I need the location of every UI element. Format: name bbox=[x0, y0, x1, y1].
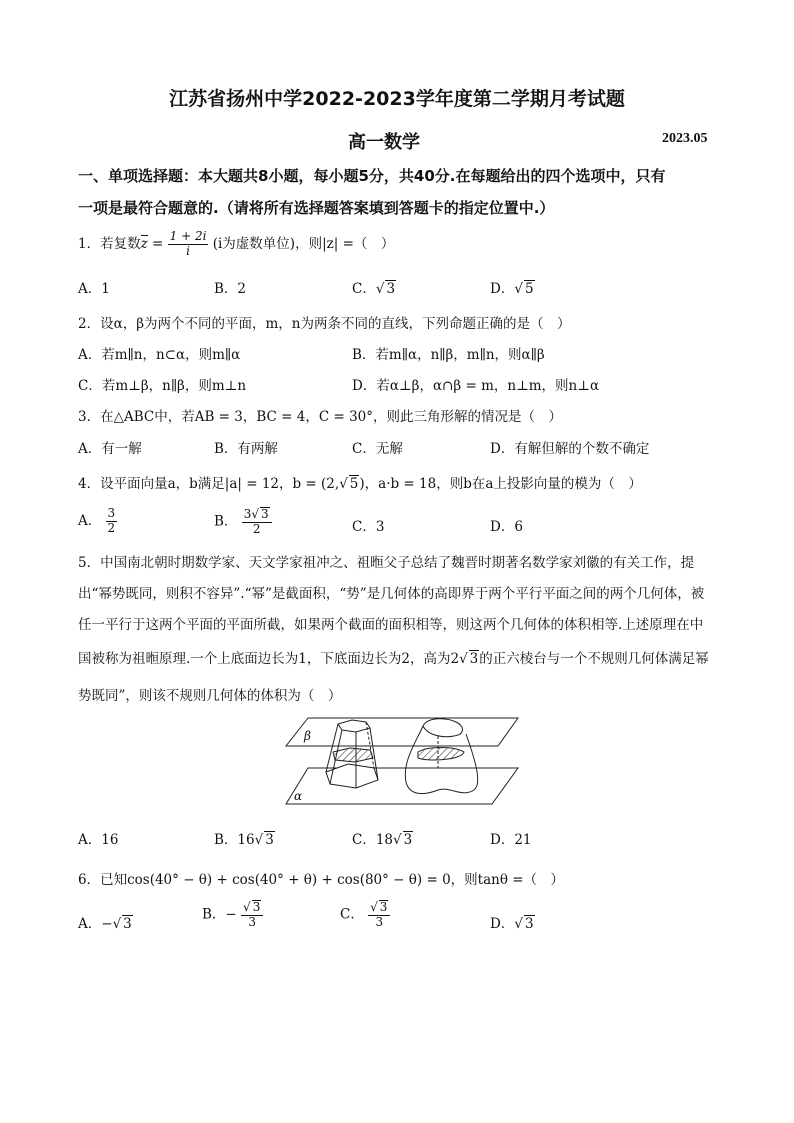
q1-eq: = bbox=[147, 235, 168, 252]
q1-option-d-label: D． bbox=[490, 281, 515, 297]
q4-option-c: C．3 bbox=[352, 519, 385, 535]
q4-option-b-coef: 3 bbox=[243, 507, 252, 521]
q1-fraction-numerator: 1 + 2i bbox=[169, 229, 207, 243]
q6-option-c-fraction bbox=[368, 900, 390, 930]
q1-option-d: D．√ 5 bbox=[490, 281, 534, 297]
q4-option-b bbox=[214, 507, 272, 537]
q6-option-c-numerator: √ 3 bbox=[368, 900, 390, 916]
q1-option-d-radicand: 5 bbox=[524, 281, 534, 297]
q6-option-c-pre: C． bbox=[340, 906, 364, 923]
q6-option-d-pre: D． bbox=[490, 916, 515, 932]
question-2: 2．设α，β为两个不同的平面，m，n为两条不同的直线，下列命题正确的是（ ） bbox=[78, 316, 571, 332]
q4-option-a-numerator: 3 bbox=[107, 506, 116, 520]
q1-option-a: A．1 bbox=[78, 281, 110, 297]
section-heading-line-2: 一项是最符合题意的.（请将所有选择题答案填到答题卡的指定位置中.） bbox=[78, 199, 555, 217]
q3-option-c: C．无解 bbox=[352, 441, 403, 457]
q4-radicand: 5 bbox=[349, 476, 359, 492]
q6-option-b bbox=[202, 900, 263, 930]
q1-option-b: B．2 bbox=[214, 281, 247, 297]
q6-option-c bbox=[340, 900, 390, 930]
q5-option-b: B．16√ 3 bbox=[214, 832, 274, 848]
q1-option-c: C．√ 3 bbox=[352, 281, 396, 297]
q4-option-b-radicand: 3 bbox=[261, 507, 269, 521]
q3-option-b: B．有两解 bbox=[214, 441, 278, 457]
q4-option-a-label: A． bbox=[78, 512, 102, 529]
q5-option-b-radicand: 3 bbox=[265, 832, 274, 848]
q2-option-d: D．若α⊥β，α∩β = m，n⊥m，则n⊥α bbox=[352, 378, 600, 394]
q6-option-c-radicand: 3 bbox=[379, 900, 388, 914]
question-1 bbox=[78, 230, 394, 259]
q4-option-a-fraction bbox=[106, 507, 118, 536]
question-5-line-2: 出“幂势既同，则积不容异”.“幂”是截面积，“势”是几何体的高即界于两个平行平面之间的两个几何体，被 bbox=[78, 586, 705, 602]
q4-option-b-numerator: 3√ 3 bbox=[242, 507, 272, 523]
exam-date: 2023.05 bbox=[662, 131, 708, 146]
q6-option-a-radicand: 3 bbox=[123, 916, 132, 932]
q1-fraction bbox=[168, 230, 209, 259]
hexagonal-frustum bbox=[326, 720, 378, 788]
q6-option-d: D．√ 3 bbox=[490, 916, 534, 932]
q3-option-d: D．有解但解的个数不确定 bbox=[490, 441, 650, 457]
q5-option-a: A．16 bbox=[78, 832, 119, 848]
q5-figure bbox=[278, 712, 528, 808]
page-title: 江苏省扬州中学2022-2023学年度第二学期月考试题 bbox=[169, 88, 625, 110]
q1-fraction-denominator: i bbox=[186, 243, 190, 258]
q5-line4-post: 的正六棱台与一个不规则几何体满足幂 bbox=[479, 651, 709, 667]
q4-option-d: D．6 bbox=[490, 519, 523, 535]
q1-pre: 1．若复数 bbox=[78, 235, 141, 252]
q4-option-a bbox=[78, 507, 117, 536]
q1-z-conjugate: z bbox=[140, 235, 148, 252]
q1-option-c-radicand: 3 bbox=[386, 281, 396, 297]
q5-option-b-pre: B．16 bbox=[214, 832, 255, 848]
label-beta: β bbox=[304, 729, 311, 743]
q5-option-d: D．21 bbox=[490, 832, 532, 848]
plane-alpha bbox=[286, 768, 518, 804]
q2-option-a: A．若m∥n，n⊂α，则m∥α bbox=[78, 347, 241, 363]
q6-option-a-pre: A．− bbox=[78, 916, 113, 932]
q4-option-b-denominator: 2 bbox=[252, 521, 261, 536]
q1-option-c-label: C． bbox=[352, 281, 376, 297]
q6-option-b-fraction bbox=[241, 900, 263, 930]
q4-option-b-label: B． bbox=[214, 513, 238, 530]
question-5-line-4: 国被称为祖暅原理.一个上底面边长为1，下底面边长为2，高为2√ 3的正六棱台与一个不规则几何体满足幂 bbox=[78, 651, 709, 667]
q3-option-a: A．有一解 bbox=[78, 441, 142, 457]
q6-option-b-denominator: 3 bbox=[248, 914, 256, 929]
subject-title: 高一数学 bbox=[348, 132, 420, 153]
q5-option-c: C．18√ 3 bbox=[352, 832, 413, 848]
q6-option-b-numerator: √ 3 bbox=[241, 900, 263, 916]
question-5-line-5: 势既同”，则该不规则几何体的体积为（ ） bbox=[78, 688, 342, 704]
question-4: 4．设平面向量a，b满足|a| = 12，b = (2,√ 5)，a·b = 18，则b在a上投影向量的模为（ ） bbox=[78, 476, 642, 492]
irregular-solid bbox=[405, 719, 477, 794]
question-6: 6．已知cos(40° − θ) + cos(40° + θ) + cos(80° − θ) = 0，则tanθ =（ ） bbox=[78, 872, 565, 888]
q4-post: )，a·b = 18，则b在a上投影向量的模为（ ） bbox=[359, 476, 642, 492]
label-alpha: α bbox=[294, 789, 303, 803]
q5-line4-radicand: 3 bbox=[469, 651, 479, 667]
q6-option-a: A．−√ 3 bbox=[78, 916, 132, 932]
question-5-line-3: 任一平行于这两个平面的平面所截，如果两个截面的面积相等，则这两个几何体的体积相等.上述原理在中 bbox=[78, 617, 704, 633]
q6-option-b-radicand: 3 bbox=[252, 900, 261, 914]
q4-option-b-fraction bbox=[242, 507, 272, 537]
q5-option-c-radicand: 3 bbox=[403, 832, 413, 848]
question-3: 3．在△ABC中，若AB = 3，BC = 4，C = 30°，则此三角形解的情况是（ ） bbox=[78, 409, 563, 425]
q2-option-c: C．若m⊥β，n∥β，则m⊥n bbox=[78, 378, 247, 394]
section-heading-line-1: 一、单项选择题：本大题共8小题，每小题5分，共40分.在每题给出的四个选项中，只有 bbox=[78, 167, 666, 185]
question-5-line-1: 5．中国南北朝时期数学家、天文学家祖冲之、祖暅父子总结了魏晋时期著名数学家刘徽的有关工作，提 bbox=[78, 555, 695, 571]
q1-post: (i为虚数单位)，则|z| =（ ） bbox=[212, 235, 395, 252]
q4-pre: 4．设平面向量a，b满足|a| = 12，b = (2, bbox=[78, 476, 340, 492]
plane-beta bbox=[286, 718, 518, 746]
q2-option-b: B．若m∥α，n∥β，m∥n，则α∥β bbox=[352, 347, 545, 363]
q5-option-c-pre: C．18 bbox=[352, 832, 394, 848]
q6-option-d-radicand: 3 bbox=[524, 916, 534, 932]
q5-line4-pre: 国被称为祖暅原理.一个上底面边长为1，下底面边长为2，高为2 bbox=[78, 651, 460, 667]
q4-option-a-denominator: 2 bbox=[107, 520, 116, 535]
q6-option-c-denominator: 3 bbox=[375, 914, 384, 929]
q6-option-b-pre: B．− bbox=[202, 906, 237, 923]
